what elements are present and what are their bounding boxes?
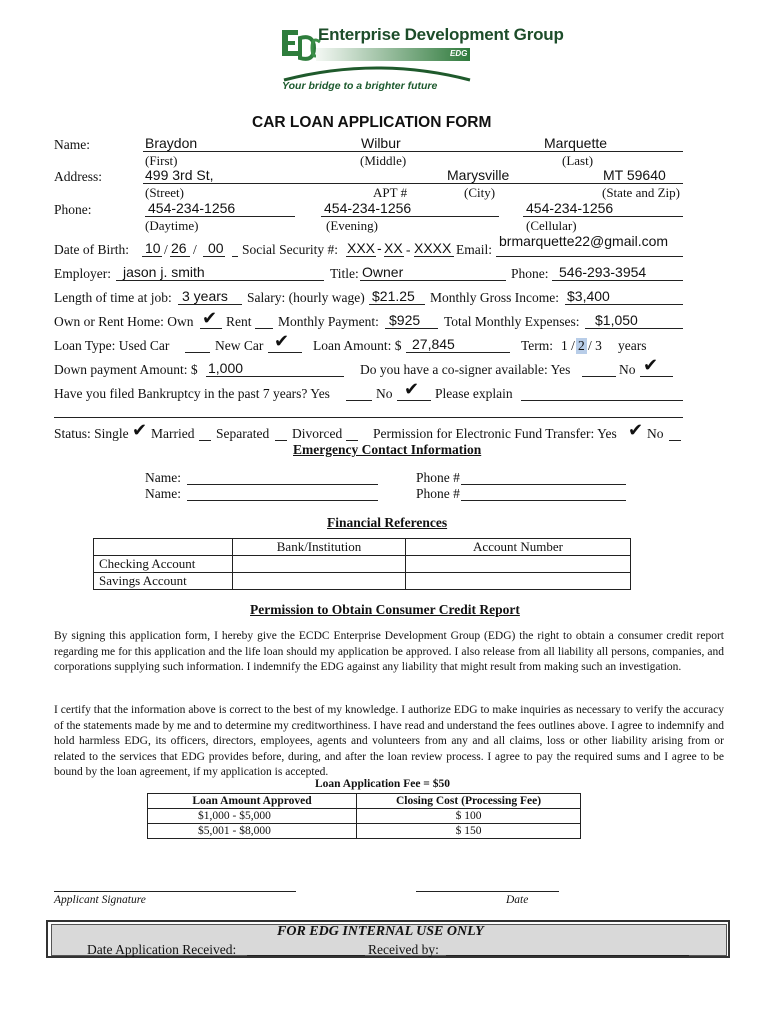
explain-line-1[interactable] [521, 385, 683, 401]
rent-line[interactable] [255, 313, 273, 329]
first-caption: (First) [145, 153, 178, 168]
date-received-line[interactable] [247, 941, 365, 956]
bankruptcy-no-check-icon[interactable]: ✔ [404, 379, 420, 400]
new-car-check-icon[interactable]: ✔ [274, 331, 290, 352]
salary-field[interactable]: $21.25 [372, 288, 415, 304]
salary-label: Salary: (hourly wage) [247, 290, 365, 305]
eft-yes-check-icon[interactable]: ✔ [628, 420, 644, 441]
table-cell: $1,000 - $5,000 [148, 809, 357, 824]
permission-paragraph: By signing this application form, I hereby give the ECDC Enterprise Development Group (EDG) the right to obtain a consumer credit report regarding me for this application and the life loan should my application be approved. I also release from all liability all persons, companies, and corporations supplying such information. I indemnify the EDG against any liability that might result from making such an investigation. [54, 630, 724, 673]
rent-label: Rent [226, 314, 252, 329]
cosigner-no-label: No [619, 362, 636, 377]
date-received-label: Date Application Received: [87, 942, 237, 957]
dob-year-field[interactable]: 00 [208, 240, 224, 256]
emergency-heading: Emergency Contact Information [293, 442, 482, 457]
own-rent-label: Own or Rent Home: Own [54, 314, 194, 329]
ssn-part-3[interactable]: XXXX [414, 240, 452, 256]
org-name: Enterprise Development Group [318, 25, 564, 44]
bankruptcy-no-label: No [376, 386, 393, 401]
phone-eve-field[interactable]: 454-234-1256 [324, 200, 412, 216]
checking-bank-input[interactable] [233, 556, 406, 573]
table-row [94, 556, 631, 573]
fee-heading: Loan Application Fee = $50 [315, 778, 450, 790]
down-payment-field[interactable]: 1,000 [208, 360, 244, 376]
length-label: Length of time at job: [54, 290, 172, 305]
city-caption: (City) [464, 185, 496, 200]
years-label: years [618, 338, 647, 353]
loan-type-label: Loan Type: Used Car [54, 338, 170, 353]
total-expenses-label: Total Monthly Expenses: [444, 314, 580, 329]
received-by-label: Received by: [368, 942, 439, 957]
date-line[interactable] [416, 891, 559, 892]
evening-caption: (Evening) [326, 218, 378, 233]
first-name-field[interactable]: Braydon [145, 135, 198, 151]
loan-amount-label: Loan Amount: $ [313, 338, 402, 353]
work-phone-label: Phone: [511, 266, 549, 281]
married-label: Married [151, 426, 195, 441]
ec-name-label-2: Name: [145, 486, 181, 501]
explain-line-2[interactable] [54, 402, 683, 418]
tagline: Your bridge to a brighter future [282, 80, 438, 92]
street-field[interactable]: 499 3rd St, [145, 167, 214, 183]
email-label: Email: [456, 242, 492, 257]
gross-field[interactable]: $3,400 [567, 288, 610, 304]
dob-sep-2: / [193, 242, 197, 257]
new-car-label: New Car [215, 338, 264, 353]
ec-phone-label-1: Phone # [416, 470, 460, 485]
permission-heading: Permission to Obtain Consumer Credit Report [250, 602, 520, 617]
employer-field[interactable]: jason j. smith [123, 264, 205, 280]
table-cell: Checking Account [94, 556, 233, 573]
certification-paragraph: I certify that the information above is correct to the best of my knowledge. I authorize EDG to make inquiries as necessary to verify the accuracy of the statements made by me and to determine my creditworthiness. I have read and understand the fees outlines above. I agree to indemnify and hold harmless EDG, its officers, directors, employees, agents and volunteers from any and all claims, loss or other liability arising from or related to the services that EDG provides before, during, and after the loan review process. I agree to pay the required sums and I agree to be bound by the loan agreement, if my application is accepted. [54, 704, 724, 778]
bankruptcy-yes-line[interactable] [346, 385, 372, 401]
cosigner-label: Do you have a co-signer available: Yes [360, 362, 571, 377]
ec-phone-label-2: Phone # [416, 486, 460, 501]
savings-bank-input[interactable] [233, 573, 406, 590]
internal-use-heading: FOR EDG INTERNAL USE ONLY [277, 924, 484, 939]
table-header-row [148, 794, 581, 809]
gross-label: Monthly Gross Income: [430, 290, 559, 305]
title-label: Title: [330, 266, 359, 281]
ec-phone-line-2[interactable] [461, 485, 626, 501]
state-zip-field[interactable]: MT 59640 [603, 167, 666, 183]
ec-name-line-1[interactable] [187, 469, 378, 485]
cosigner-no-check-icon[interactable]: ✔ [643, 355, 659, 376]
term-option-1[interactable]: 1 / [561, 338, 575, 353]
single-check-icon[interactable]: ✔ [132, 420, 148, 441]
separated-line[interactable] [275, 425, 287, 441]
ssn-dash-2: - [406, 242, 411, 257]
bankruptcy-label: Have you filed Bankruptcy in the past 7 years? Yes [54, 386, 330, 401]
ec-phone-line-1[interactable] [461, 469, 626, 485]
dob-month-field[interactable]: 10 [145, 240, 161, 256]
monthly-payment-label: Monthly Payment: [278, 314, 379, 329]
dob-day-field[interactable]: 26 [171, 240, 187, 256]
bridge-arc-icon [282, 60, 472, 82]
ssn-dash-1: - [377, 240, 382, 256]
financial-references-table [93, 538, 631, 590]
married-line[interactable] [199, 425, 211, 441]
apt-caption: APT # [373, 185, 408, 200]
table-header-cell [94, 539, 233, 556]
ec-name-line-2[interactable] [187, 485, 378, 501]
logo [280, 22, 564, 94]
name-label: Name: [54, 137, 90, 152]
monthly-payment-field[interactable]: $925 [389, 312, 421, 328]
eft-no-line[interactable] [669, 425, 681, 441]
address-line [143, 168, 683, 184]
table-cell: Savings Account [94, 573, 233, 590]
applicant-signature-label: Applicant Signature [54, 894, 146, 906]
employer-label: Employer: [54, 266, 111, 281]
ec-name-label-1: Name: [145, 470, 181, 485]
table-header-cell: Closing Cost (Processing Fee) [357, 794, 581, 809]
dob-label: Date of Birth: [54, 242, 129, 257]
table-cell: $ 150 [357, 824, 581, 839]
checking-account-input[interactable] [406, 556, 631, 573]
address-label: Address: [54, 169, 102, 184]
daytime-caption: (Daytime) [145, 218, 199, 233]
used-car-line[interactable] [185, 337, 210, 353]
table-header-cell: Account Number [406, 539, 631, 556]
cellular-caption: (Cellular) [526, 218, 577, 233]
date-label: Date [506, 894, 529, 906]
last-name-field[interactable]: Marquette [544, 135, 608, 151]
fin-refs-heading: Financial References [327, 515, 448, 530]
work-phone-field[interactable]: 546-293-3954 [559, 264, 647, 280]
table-header-cell: Bank/Institution [233, 539, 406, 556]
form-title: CAR LOAN APPLICATION FORM [252, 114, 492, 131]
own-check-icon[interactable]: ✔ [202, 308, 218, 329]
street-caption: (Street) [145, 185, 184, 200]
table-row [148, 809, 581, 824]
fee-table [147, 793, 581, 839]
down-payment-label: Down payment Amount: $ [54, 362, 198, 377]
title-field[interactable]: Owner [362, 264, 404, 280]
explain-label: Please explain [435, 386, 513, 401]
table-header-row [94, 539, 631, 556]
table-cell: $5,001 - $8,000 [148, 824, 357, 839]
ssn-part-2[interactable]: XX [384, 240, 403, 256]
total-expenses-field[interactable]: $1,050 [595, 312, 638, 328]
signature-line[interactable] [54, 891, 296, 892]
email-field[interactable]: brmarquette22@gmail.com [499, 233, 669, 249]
middle-name-field[interactable]: Wilbur [361, 135, 401, 151]
state-zip-caption: (State and Zip) [602, 185, 680, 200]
eft-no-label: No [647, 426, 664, 441]
received-by-line[interactable] [446, 941, 689, 956]
table-row [148, 824, 581, 839]
table-row [94, 573, 631, 590]
middle-caption: (Middle) [360, 153, 407, 168]
length-field[interactable]: 3 years [182, 288, 228, 304]
city-field[interactable]: Marysville [447, 167, 510, 183]
term-option-2-selected[interactable]: 2 [578, 338, 585, 353]
divorced-label: Divorced [292, 426, 343, 441]
phone-day-field[interactable]: 454-234-1256 [148, 200, 236, 216]
last-caption: (Last) [562, 153, 594, 168]
dob-sep-1: / [164, 242, 168, 257]
phone-cell-field[interactable]: 454-234-1256 [526, 200, 614, 216]
table-header-cell: Loan Amount Approved [148, 794, 357, 809]
ssn-label: Social Security #: [242, 242, 338, 257]
status-label: Status: Single [54, 426, 129, 441]
loan-amount-field[interactable]: 27,845 [412, 336, 455, 352]
ssn-part-1[interactable]: XXX [347, 240, 376, 256]
term-label: Term: [521, 338, 554, 353]
separated-label: Separated [216, 426, 270, 441]
term-option-3[interactable]: / 3 [588, 338, 602, 353]
logo-sub: EDG [450, 49, 468, 58]
eft-label: Permission for Electronic Fund Transfer: Yes [373, 426, 617, 441]
dob-tail-line [232, 241, 238, 257]
cosigner-yes-line[interactable] [582, 361, 616, 377]
savings-account-input[interactable] [406, 573, 631, 590]
table-cell: $ 100 [357, 809, 581, 824]
phone-label: Phone: [54, 202, 92, 217]
divorced-line[interactable] [346, 425, 358, 441]
